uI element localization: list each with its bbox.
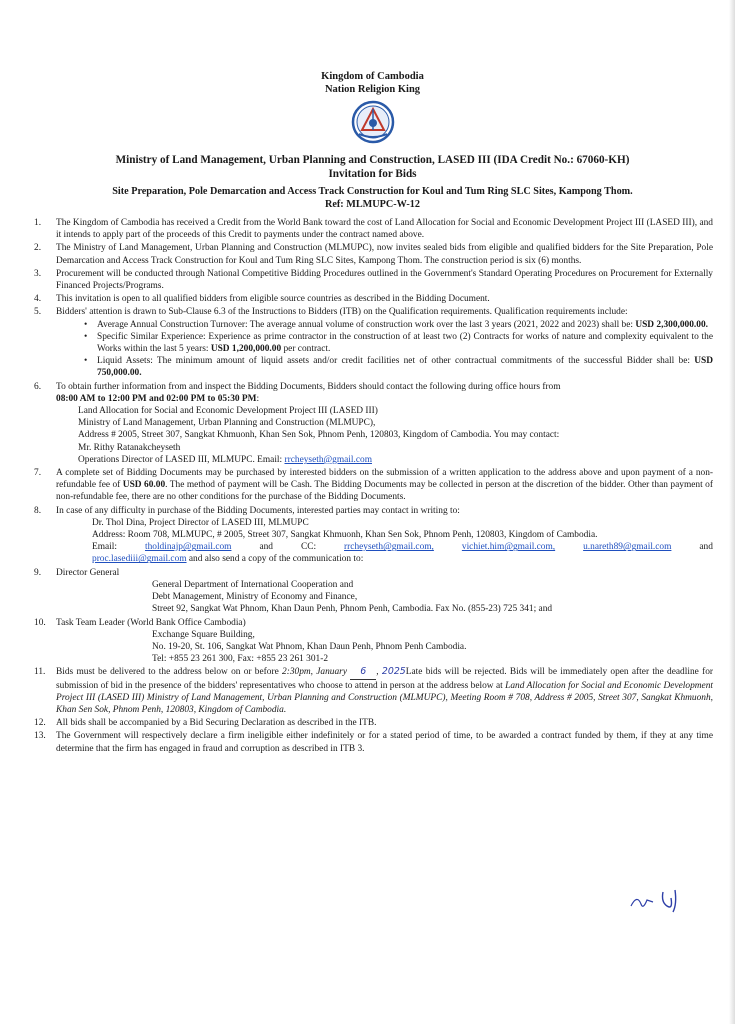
bullet-tail: per contract. — [281, 344, 331, 355]
clause-number: 8. — [34, 505, 42, 516]
email-link[interactable]: rrcheyseth@gmail.com, — [344, 542, 434, 553]
clause-number: 6. — [34, 381, 42, 392]
email-link[interactable]: proc.lasediii@gmail.com — [92, 554, 187, 565]
clause-5 — [32, 306, 713, 379]
cc-label: CC: — [300, 542, 317, 553]
clause-number: 5. — [34, 307, 42, 318]
conjunction: and — [699, 542, 713, 553]
contact-line: Debt Management, Ministry of Economy and Finance, — [152, 592, 358, 603]
clause-text: To obtain further information from and inspect the Bidding Documents, Bidders should contact the following during office hours from — [56, 381, 561, 392]
clause-number: 7. — [34, 468, 42, 479]
clause-number: 11. — [34, 667, 46, 678]
contact-line: Exchange Square Building, — [152, 629, 255, 640]
clause-2 — [32, 242, 713, 266]
bullet-text: Specific Similar Experience: Experience as prime contractor in the construction of at least two (2) Contracts for works of nature and complexity equivalent to the Works within the last 5 years: — [97, 331, 713, 355]
bullet-amount: USD 2,300,000.00. — [635, 319, 708, 330]
clause-text: Bidders' attention is drawn to Sub-Clause 6.3 of the Instructions to Bidders (ITB) on the Qualification requirements. Qualification requirements include: — [56, 307, 628, 318]
contact-line: Dr. Thol Dina, Project Director of LASED III, MLMUPC — [92, 517, 309, 528]
qualification-liquid-assets — [84, 355, 713, 379]
deadline-time: 2:30pm, January — [282, 667, 347, 678]
contact-line: Tel: +855 23 261 300, Fax: +855 23 261 301-2 — [152, 654, 329, 665]
email-link[interactable]: tholdinajp@gmail.com — [144, 542, 232, 553]
ministry-emblem-icon — [351, 100, 395, 144]
clause-1 — [32, 217, 713, 241]
clause-text: Task Team Leader (World Bank Office Cambodia) — [56, 617, 246, 628]
clause-number: 10. — [34, 617, 46, 628]
clause-7 — [32, 467, 713, 504]
bullet-amount: USD 1,200,000.00 — [210, 344, 282, 355]
office-hours-colon: : — [256, 393, 260, 404]
header-kingdom: Kingdom of Cambodia — [321, 71, 424, 82]
clause-8 — [32, 505, 713, 566]
clause-text: . The method of payment will be Cash. The Bidding Documents may be collected in person at the discretion of the bidder. Other than payment of non-refundable fee, there are no other conditions for the purchase of the Bidding Documents. — [56, 480, 713, 503]
clause-number: 4. — [34, 294, 42, 305]
document-subtitle — [32, 185, 713, 211]
emblem-wrap — [32, 100, 713, 144]
clause-number: 2. — [34, 243, 42, 254]
clause-text: Procurement will be conducted through National Competitive Bidding Procedures outlined in the Government's Standard Operating Procedures on Procurement for Externally Financed Projects/Programs. — [56, 268, 713, 292]
clause-text: In case of any difficulty in purchase of the Bidding Documents, interested parties may contact in writing to: — [56, 505, 460, 516]
email-link[interactable]: rrcheyseth@gmail.com — [284, 454, 372, 465]
clause-number: 12. — [34, 718, 46, 729]
contact-line: Street 92, Sangkat Wat Phnom, Khan Daun Penh, Phnom Penh, Cambodia. Fax No. (855-23) 725 341; and — [152, 604, 553, 615]
office-hours: 08:00 AM to 12:00 PM and 02:00 PM to 05:30 PM — [56, 393, 257, 404]
document-title — [32, 154, 713, 181]
signature-icon — [627, 886, 687, 916]
contact-line: No. 19-20, St. 106, Sangkat Wat Phnom, Khan Daun Penh, Phnom Penh Cambodia. — [152, 641, 467, 652]
clause-list — [32, 217, 713, 755]
clause-4 — [32, 293, 713, 305]
title-line-ifb: Invitation for Bids — [328, 167, 417, 180]
fee-amount: USD 60.00 — [122, 480, 166, 491]
clause-13 — [32, 730, 713, 754]
document-header — [32, 70, 713, 96]
clause-11: 11. Bids must be delivered to the address below on or before 2:30pm, January 6 , 2025Late bids will be rejected. Bids will be immediately open after the deadline for submission of bid in the presence of the bidders' representatives who choose to attend in person at the address below at Land Allocation for Social and Economic Development Project III (LASED III) Ministry of Land Management, Urban Planning and Construction (MLMUPC), Meeting Room # 708, Address # 2005, Street 307, Sangkat Khmuonh, Khan Sen Sok, Phnom Penh, 120803, Kingdom of Cambodia. — [34, 666, 714, 715]
opening-address: Land Allocation for Social and Economic Development Project III (LASED III) Ministry of Land Management, Urban Planning and Construction (MLMUPC), Meeting Room # 708, Address # 2005, Street 307, Sangkat Khmuonh, Khan Sen Sok, Phnom Penh, 120803, Kingdom of Cambodia. — [56, 680, 713, 715]
clause-number: 13. — [34, 731, 46, 742]
clause-text: Director General — [56, 567, 120, 578]
deadline-year: 2025 — [381, 666, 406, 678]
contact-line: Address # 2005, Street 307, Sangkat Khmuonh, Khan Sen Sok, Phnom Penh, 120803, Kingdom of Cambodia. You may contact: — [78, 430, 560, 441]
clause-text: The Kingdom of Cambodia has received a Credit from the World Bank toward the cost of Land Allocation for Social and Economic Development Project III (LASED III), and it intends to apply part of the proceeds of this Credit to payments under the contract named above. — [56, 218, 713, 241]
deadline-day: 6 — [350, 666, 376, 679]
clause-number: 3. — [34, 268, 42, 279]
clause-3 — [32, 268, 713, 292]
contact-line: Operations Director of LASED III, MLMUPC. Email: — [78, 454, 285, 465]
contact-name: Mr. Rithy Ratanakcheyseth — [78, 442, 181, 453]
subtitle-ref: Ref: MLMUPC-W-12 — [325, 199, 420, 210]
clause-text: The Ministry of Land Management, Urban Planning and Construction (MLMUPC), now invites sealed bids from eligible and qualified bidders for the Site Preparation, Pole Demarcation and Access Track Construction for Koul and Tum Ring SLC Sites, Kampong Thom. The construction period is six (6) months. — [56, 243, 713, 266]
bullet-text: Liquid Assets: The minimum amount of liquid assets and/or credit facilities net of other contractual commitments of the successful Bidder shall be: — [97, 356, 695, 367]
clause-text: Late bids will be rejected. Bids will be immediately open after the deadline for submission of bid in the presence of the bidders' representatives who choose to attend in person at the address below at — [56, 667, 714, 691]
clause-text: Bids must be delivered to the address below on or before — [56, 667, 283, 678]
qualification-experience — [84, 331, 713, 355]
clause-10 — [32, 617, 713, 666]
contact-line: Address: Room 708, MLMUPC, # 2005, Street 307, Sangkat Khmuonh, Khan Sen Sok, Phnom Penh, 120803, Kingdom of Cambodia. — [92, 530, 598, 541]
qualification-turnover — [84, 319, 713, 331]
clause-9 — [32, 567, 713, 616]
clause-6 — [32, 381, 713, 466]
clause-text: This invitation is open to all qualified bidders from eligible source countries as described in the Bidding Document. — [56, 294, 490, 305]
qualification-list — [56, 319, 713, 380]
clause-text: The Government will respectively declare a firm ineligible either indefinitely or for a stated period of time, to be awarded a contract funded by them, if they at any time determine that the firm has engaged in fraud and corruption as described in ITB 3. — [56, 731, 713, 754]
conjunction: and — [259, 542, 273, 553]
contact-line: Land Allocation for Social and Economic Development Project III (LASED III) — [78, 406, 378, 417]
clause-text: All bids shall be accompanied by a Bid Securing Declaration as described in the ITB. — [56, 718, 377, 729]
subtitle-project: Site Preparation, Pole Demarcation and Access Track Construction for Koul and Tum Ring SLC Sites, Kampong Thom. — [112, 186, 633, 197]
clause-number: 9. — [34, 567, 42, 578]
clause-number: 1. — [34, 218, 42, 228]
bullet-amount: USD 750,000.00. — [97, 356, 713, 379]
header-motto: Nation Religion King — [324, 84, 421, 95]
contact-line: General Department of International Cooperation and — [152, 579, 354, 590]
bullet-text: Average Annual Construction Turnover: The average annual volume of construction work over the last 3 years (2021, 2022 and 2023) shall be: — [97, 319, 636, 330]
clause-12 — [32, 717, 713, 729]
email-label: Email: — [92, 542, 117, 553]
email-link[interactable]: vichiet.him@gmail.com, — [461, 542, 556, 553]
contact-line: Ministry of Land Management, Urban Planning and Construction (MLMUPC), — [78, 418, 376, 429]
clause-text: A complete set of Bidding Documents may be purchased by interested bidders on the submission of a written application to the address above and upon payment of a non-refundable fee of — [56, 468, 713, 491]
title-line-ministry: Ministry of Land Management, Urban Planning and Construction, LASED III (IDA Credit No.: 67060-KH) — [115, 154, 630, 166]
contact-line: and also send a copy of the communication to: — [186, 554, 364, 565]
email-link[interactable]: u.nareth89@gmail.com — [583, 542, 672, 553]
